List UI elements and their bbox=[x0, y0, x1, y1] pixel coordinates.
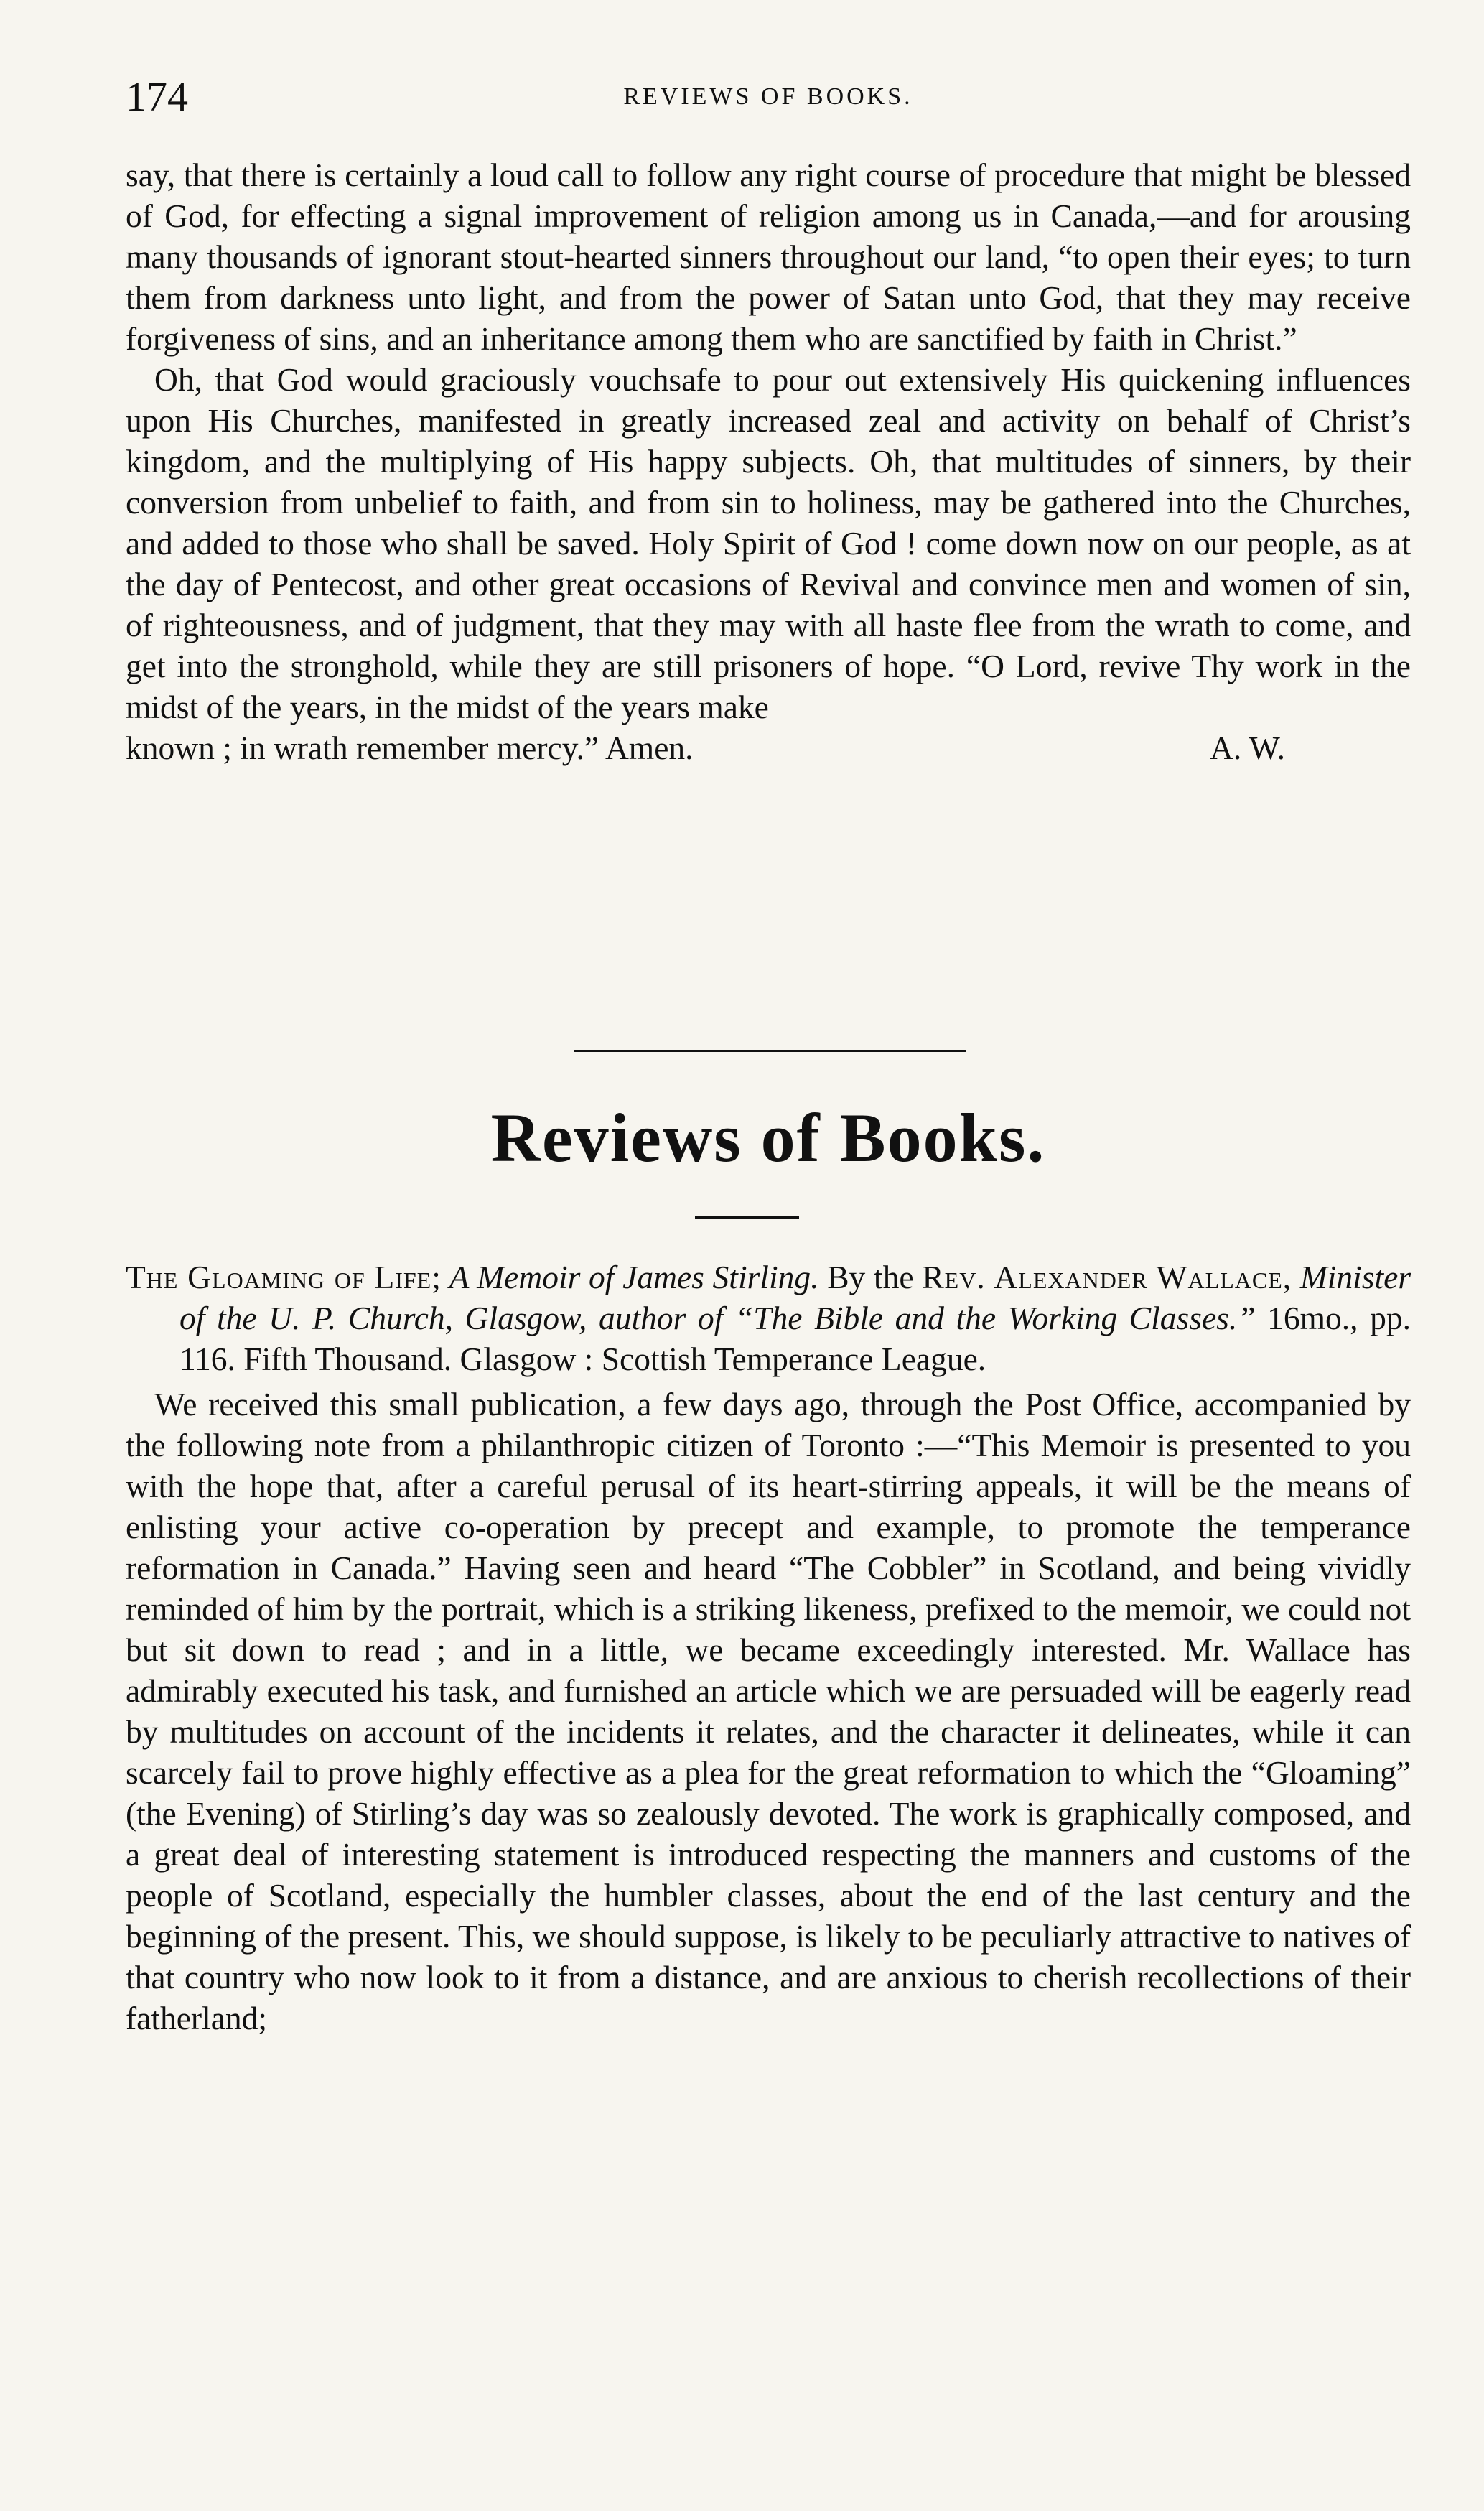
paragraph: say, that there is certainly a loud call to follow any right course of procedure that might be blessed of God, for effecting a signal improvement of religion among us in Canada,—and for arousing many thousands of ignorant stout-hearted sinners throughout our land, “to open their eyes; to turn them from darkness unto light, and from the power of Satan unto God, that they may receive forgiveness of sins, and an inheritance among them who are sanctified by faith in Christ.” bbox=[126, 157, 1411, 357]
page-header bbox=[126, 68, 1411, 126]
continuation-text bbox=[126, 154, 1411, 768]
book-details: 16mo., pp. 116. Fifth Thousand. Glasgow : Scottish Temperance League. bbox=[179, 1300, 1411, 1377]
closing-text: known ; in wrath remember mercy.” Amen. bbox=[126, 730, 694, 766]
section-title: Reviews of Books. bbox=[490, 1099, 1046, 1176]
running-head: REVIEWS OF BOOKS. bbox=[623, 83, 913, 110]
book-subtitle: A Memoir of James Stirling. bbox=[449, 1259, 819, 1295]
rev-title: Rev. bbox=[922, 1259, 986, 1295]
book-author: Alexander Wallace, bbox=[994, 1259, 1292, 1295]
author-description: Minister of the U. P. Church, Glasgow, author of “The Bible and the Working Classes.” bbox=[179, 1259, 1411, 1336]
divider-rule bbox=[574, 1050, 966, 1052]
closing-line bbox=[126, 727, 1411, 768]
by-text: By the bbox=[827, 1259, 914, 1295]
review-paragraph: We received this small publication, a few days ago, through the Post Office, accompanied by the following note from a philanthropic citizen of Toronto :—“This Memoir is presented to you with the hope that, after a careful perusal of its heart-stirring appeals, it will be the means of enlisting your active co-operation by precept and example, to promote the temperance reformation in Canada.” Having seen and heard “The Cobbler” in Scotland, and being vividly reminded of him by the portrait, which is a striking likeness, prefixed to the memoir, we could not but sit down to read ; and in a little, we became exceedingly interested. Mr. Wallace has admirably executed his task, and furnished an article which we are persuaded will be eagerly read by multitudes on account of the incidents it relates, and the character it delineates, while it can scarcely fail to prove highly effective as a plea for the great reformation to which the “Gloaming” (the Evening) of Stirling’s day was so zealously devoted. The work is graphically composed, and a great deal of interesting statement is introduced respecting the manners and customs of the people of Scotland, especially the humbler classes, about the end of the last century and the beginning of the present. This, we should suppose, is likely to be peculiarly attractive to natives of that country who now look to it from a distance, and are anxious to cherish recollections of their fatherland; bbox=[126, 1386, 1411, 2036]
book-review bbox=[126, 1257, 1411, 2039]
signature: A. W. bbox=[1210, 730, 1285, 766]
divider-rule-short bbox=[695, 1216, 799, 1219]
page-number: 174 bbox=[126, 73, 188, 120]
book-title: The Gloaming of Life bbox=[126, 1259, 432, 1295]
book-citation: The Gloaming of Life; A Memoir of James Stirling. By the Rev. Alexander Wallace, Minister of the U. P. Church, Glasgow, author of “The Bible and the Working Classes.” 16mo., pp. 116. Fifth Thousand. Glasgow : Scottish Temperance League. bbox=[126, 1259, 1411, 1377]
paragraph: Oh, that God would graciously vouchsafe to pour out extensively His quickening influences upon His Churches, manifested in greatly increased zeal and activity on behalf of Christ’s kingdom, and the multiplying of His happy subjects. Oh, that multitudes of sinners, by their conversion from unbelief to faith, and from sin to holiness, may be gathered into the Churches, and added to those who shall be saved. Holy Spirit of God ! come down now on our people, as at the day of Pentecost, and other great occasions of Revival and convince men and women of sin, of righteousness, and of judgment, that they may with all haste flee from the wrath to come, and get into the stronghold, while they are still prisoners of hope. “O Lord, revive Thy work in the midst of the years, in the midst of the years make bbox=[126, 361, 1411, 725]
